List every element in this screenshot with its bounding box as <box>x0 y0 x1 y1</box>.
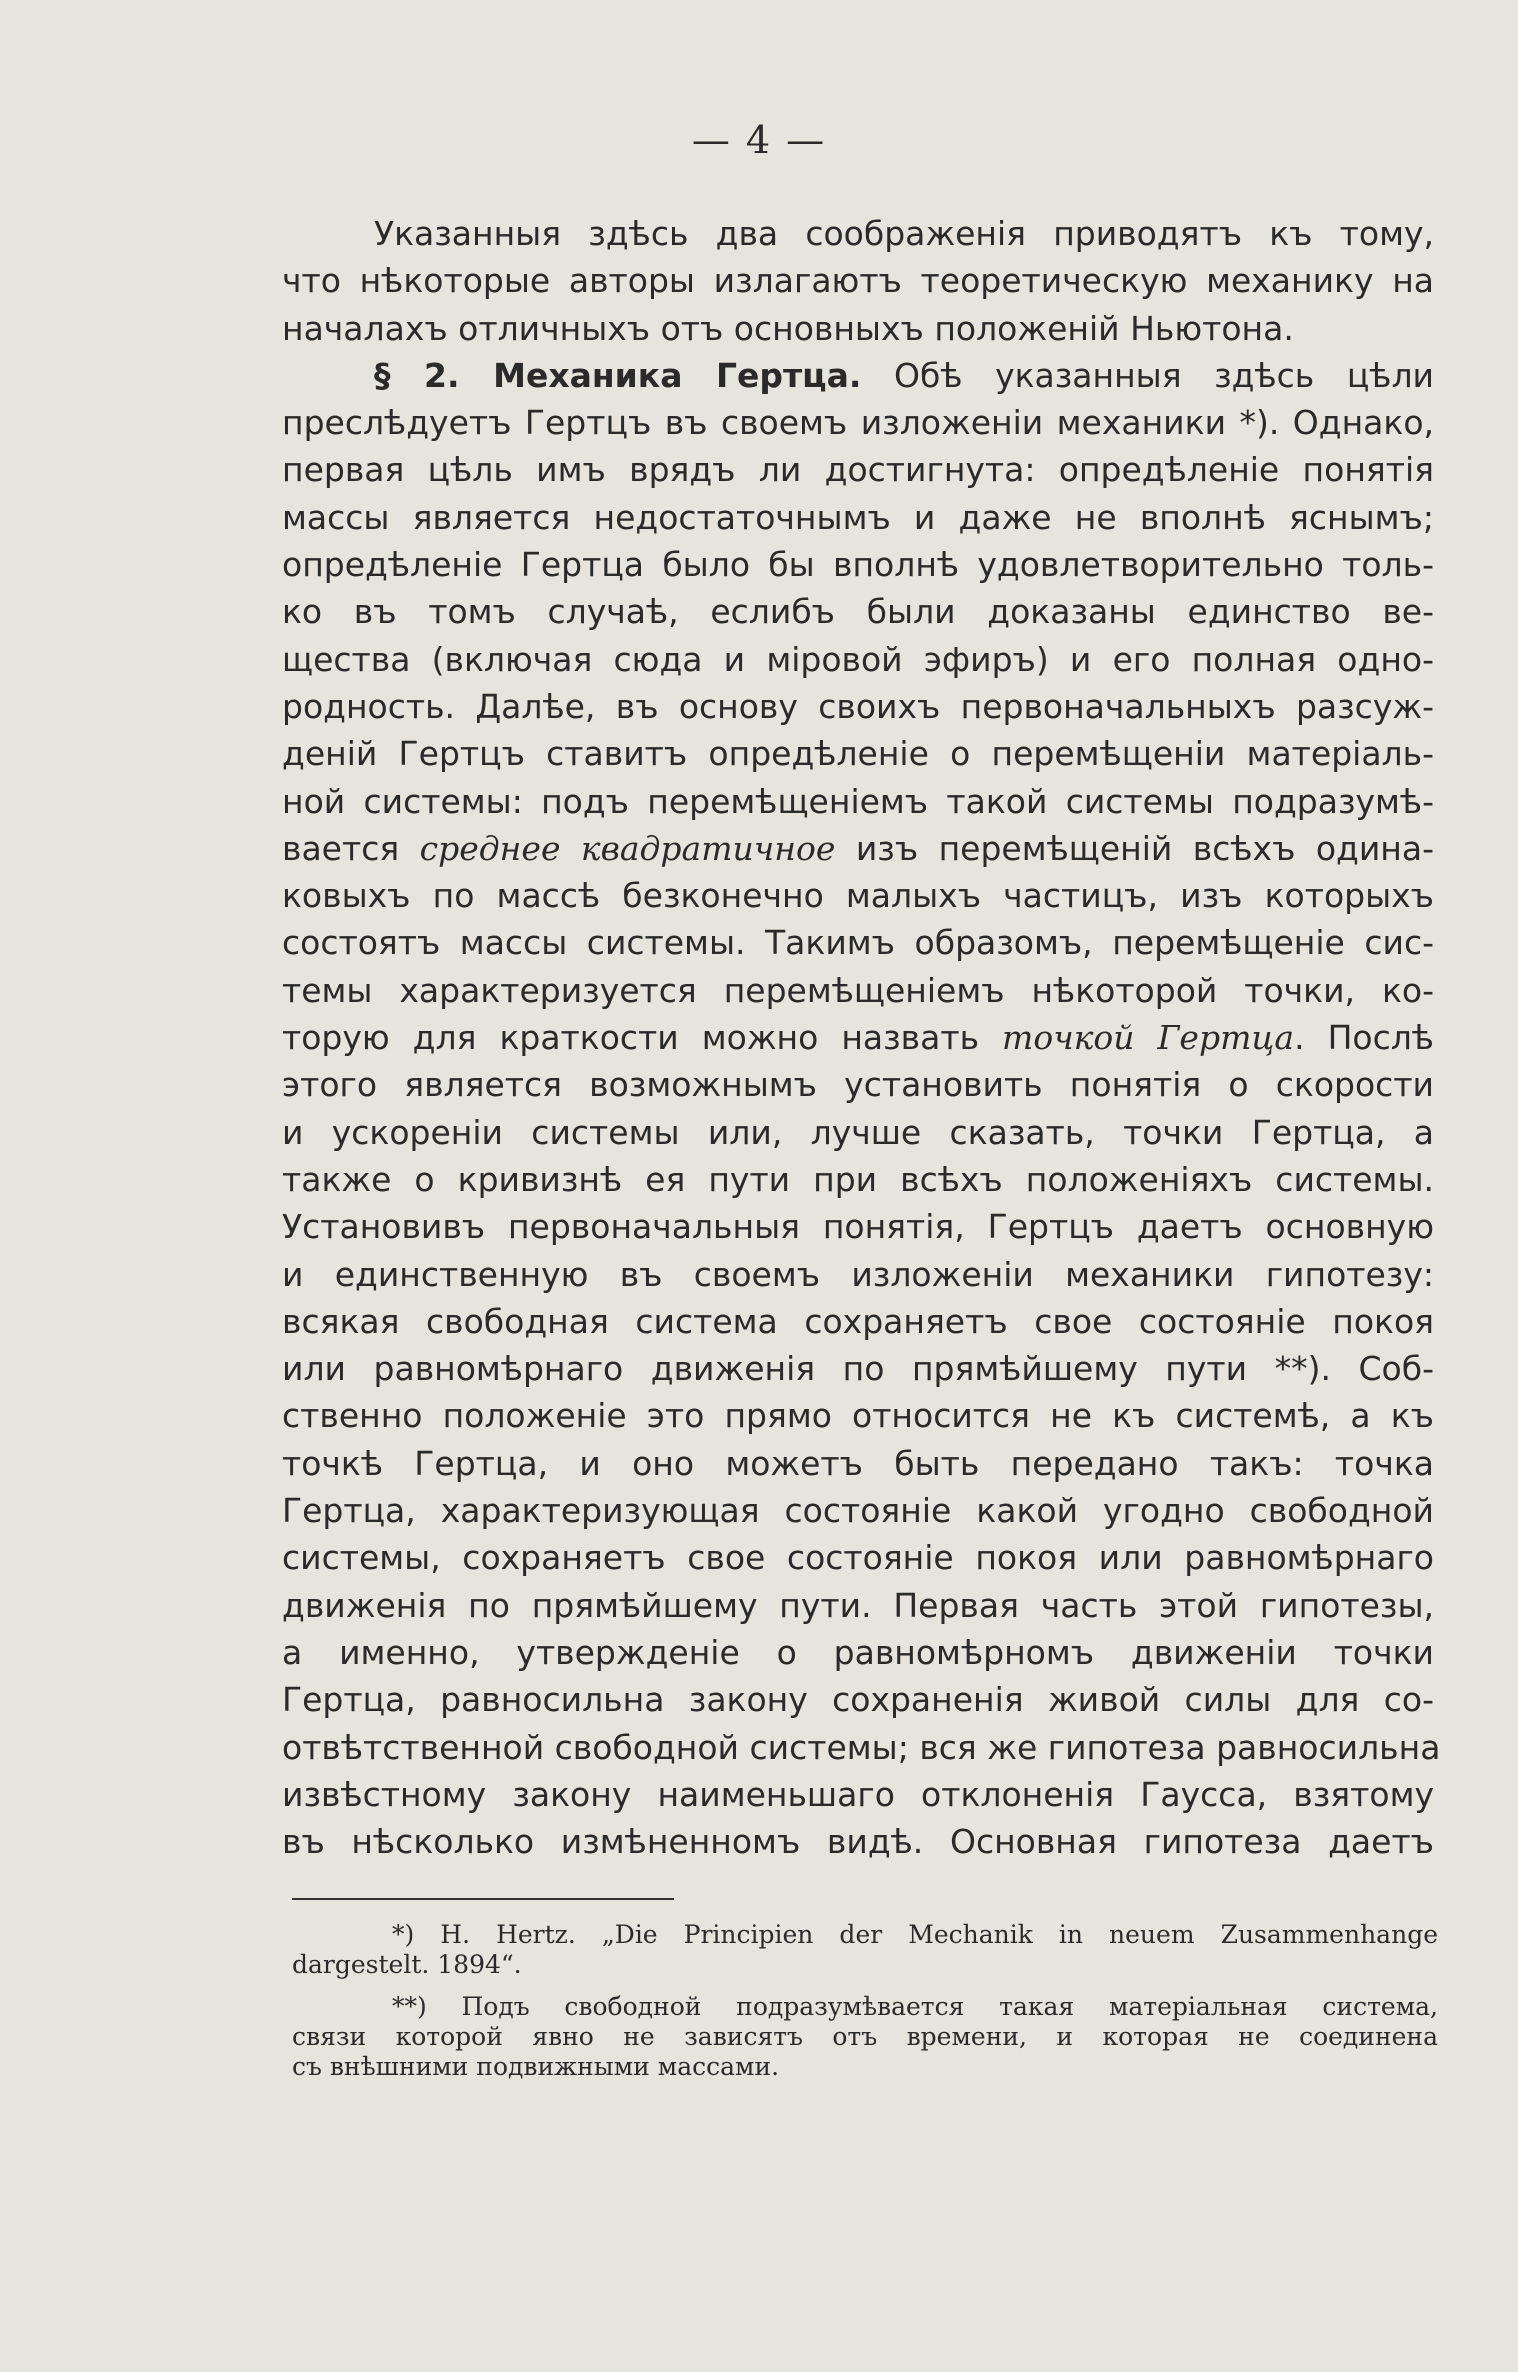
text-line: всякая свободная система сохраняетъ свое состояніе покоя <box>282 1301 1434 1341</box>
text-fragment: торую для краткости можно назвать <box>282 1018 1003 1058</box>
text-line: массы является недостаточнымъ и даже не вполнѣ яснымъ; <box>282 497 1434 537</box>
text-fragment: вается <box>282 828 420 868</box>
footnote-2 <box>292 1992 1438 2082</box>
text-line: съ внѣшними подвижными массами. <box>292 2052 780 2081</box>
text-line: въ нѣсколько измѣненномъ видѣ. Основная гипотеза даетъ <box>282 1822 1434 1862</box>
text-line: преслѣдуетъ Гертцъ въ своемъ изложеніи механики *). Однако, <box>282 403 1434 443</box>
text-fragment: . Послѣ <box>1294 1018 1434 1058</box>
text-fragment: Обѣ указанныя здѣсь цѣли <box>861 355 1434 395</box>
footnotes <box>292 1920 1438 2094</box>
text-line: движенія по прямѣйшему пути. Первая часть этой гипотезы, <box>282 1585 1434 1625</box>
text-line: Гертца, характеризующая состояніе какой угодно свободной <box>282 1491 1434 1531</box>
text-line: что нѣкоторые авторы излагаютъ теоретическую механику на <box>282 261 1434 301</box>
text-line: ной системы: подъ перемѣщеніемъ такой системы подразумѣ- <box>282 781 1434 821</box>
text-line: щества (включая сюда и міровой эфиръ) и его полная одно- <box>282 639 1434 679</box>
text-line: ковыхъ по массѣ безконечно малыхъ частицъ, изъ которыхъ <box>282 876 1434 916</box>
text-line: началахъ отличныхъ отъ основныхъ положеній Ньютона. <box>282 308 1294 348</box>
text-line: родность. Далѣе, въ основу своихъ первоначальныхъ разсуж- <box>282 686 1434 726</box>
text-line <box>282 352 1434 399</box>
text-line: темы характеризуется перемѣщеніемъ нѣкоторой точки, ко- <box>282 970 1434 1010</box>
text-line: связи которой явно не зависятъ отъ времени, и которая не соединена <box>292 2022 1438 2051</box>
text-line: точкѣ Гертца, и оно можетъ быть передано такъ: точка <box>282 1443 1434 1483</box>
body-text <box>282 210 1441 1865</box>
text-line: также о кривизнѣ ея пути при всѣхъ положеніяхъ системы. <box>282 1159 1434 1199</box>
footnote-1 <box>292 1920 1438 1980</box>
text-line: опредѣленіе Гертца было бы вполнѣ удовлетворительно толь- <box>282 545 1434 585</box>
text-line: и единственную въ своемъ изложеніи механики гипотезу: <box>282 1254 1434 1294</box>
text-fragment: изъ перемѣщеній всѣхъ одина- <box>835 828 1434 868</box>
text-line <box>282 825 1434 872</box>
italic-term: точкой Гертца <box>1002 1018 1295 1058</box>
text-line <box>282 1014 1434 1061</box>
page-number: — 4 — <box>691 118 827 162</box>
text-line: Установивъ первоначальныя понятія, Гертцъ даетъ основную <box>282 1207 1434 1247</box>
footnote-divider <box>292 1898 674 1900</box>
text-line: dargestelt. 1894“. <box>292 1950 522 1979</box>
text-line: деній Гертцъ ставитъ опредѣленіе о перемѣщеніи матеріаль- <box>282 734 1434 774</box>
text-line: Гертца, равносильна закону сохраненія живой силы для со- <box>282 1680 1434 1720</box>
text-line: состоятъ массы системы. Такимъ образомъ, перемѣщеніе сис- <box>282 923 1434 963</box>
section-heading: § 2. Механика Гертца. <box>374 355 862 395</box>
text-line: и ускореніи системы или, лучше сказать, точки Гертца, а <box>282 1112 1434 1152</box>
text-line: этого является возможнымъ установить понятія о скорости <box>282 1065 1434 1105</box>
text-line: *) H. Hertz. „Die Principien der Mechanik in neuem Zusammenhange <box>392 1920 1438 1949</box>
text-line: системы, сохраняетъ свое состояніе покоя или равномѣрнаго <box>282 1538 1434 1578</box>
text-line: ко въ томъ случаѣ, еслибъ были доказаны единство ве- <box>282 592 1434 632</box>
text-line: извѣстному закону наименьшаго отклоненія Гаусса, взятому <box>282 1774 1434 1814</box>
text-line: Указанныя здѣсь два соображенія приводятъ къ тому, <box>374 214 1434 253</box>
text-line: отвѣтственной свободной системы; вся же гипотеза равносильна <box>282 1727 1441 1767</box>
text-line: первая цѣль имъ врядъ ли достигнута: опредѣленіе понятія <box>282 450 1434 490</box>
italic-term: среднее квадратичное <box>419 828 836 868</box>
text-line: или равномѣрнаго движенія по прямѣйшему пути **). Соб- <box>282 1349 1434 1389</box>
text-line: ственно положеніе это прямо относится не къ системѣ, а къ <box>282 1396 1434 1436</box>
text-line: а именно, утвержденіе о равномѣрномъ движеніи точки <box>282 1632 1434 1672</box>
text-line: **) Подъ свободной подразумѣвается такая матеріальная система, <box>392 1992 1438 2021</box>
